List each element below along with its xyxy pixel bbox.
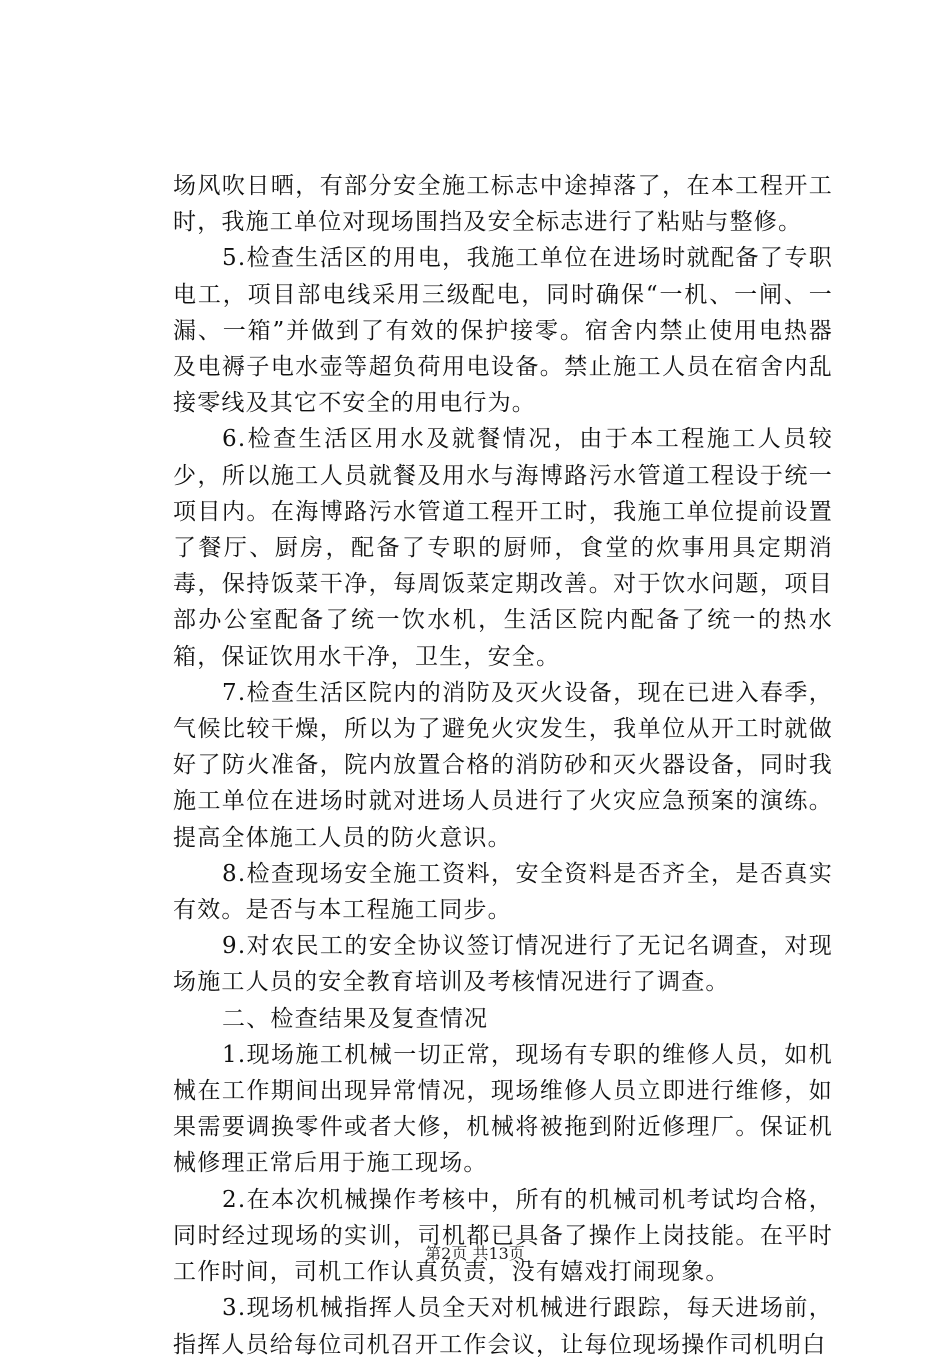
paragraph-item-6: 6.检查生活区用水及就餐情况，由于本工程施工人员较少，所以施工人员就餐及用水与海博路污水管道工程设于统一项目内。在海博路污水管道工程开工时，我施工单位提前设置了餐厅、厨房，配备了专职的厨师，食堂的炊事用具定期消毒，保持饭菜干净，每周饭菜定期改善。对于饮水问题，项目部办公室配备了统一饮水机，生活区院内配备了统一的热水箱，保证饮用水干净，卫生，安全。	[173, 426, 833, 670]
paragraph-result-3: 3.现场机械指挥人员全天对机械进行跟踪，每天进场前，指挥人员给每位司机召开工作会议，让每位现场操作司机明白	[173, 1295, 833, 1358]
paragraph-item-9: 9.对农民工的安全协议签订情况进行了无记名调查，对现场施工人员的安全教育培训及考核情况进行了调查。	[173, 933, 833, 996]
paragraph-continuation: 场风吹日晒，有部分安全施工标志中途掉落了，在本工程开工时，我施工单位对现场围挡及安全标志进行了粘贴与整修。	[173, 173, 833, 236]
paragraph-item-5: 5.检查生活区的用电，我施工单位在进场时就配备了专职电工，项目部电线采用三级配电，同时确保“一机、一闸、一漏、一箱”并做到了有效的保护接零。宿舍内禁止使用电热器及电褥子电水壶等超负荷用电设备。禁止施工人员在宿舍内乱接零线及其它不安全的用电行为。	[173, 245, 833, 417]
document-body	[173, 168, 833, 1363]
page-number-footer: 第2页 共13页	[425, 1244, 525, 1263]
section-heading: 二、检查结果及复查情况	[222, 1005, 489, 1032]
paragraph-result-2: 2.在本次机械操作考核中，所有的机械司机考试均合格，同时经过现场的实训，司机都已具备了操作上岗技能。在平时工作时间，司机工作认真负责，没有嬉戏打闹现象。	[173, 1186, 833, 1286]
paragraph-result-1: 1.现场施工机械一切正常，现场有专职的维修人员，如机械在工作期间出现异常情况，现场维修人员立即进行维修，如果需要调换零件或者大修，机械将被拖到附近修理厂。保证机械修理正常后用于施工现场。	[173, 1041, 833, 1177]
paragraph-item-8: 8.检查现场安全施工资料，安全资料是否齐全，是否真实有效。是否与本工程施工同步。	[173, 860, 833, 924]
paragraph-item-7: 7.检查生活区院内的消防及灭火设备，现在已进入春季，气候比较干燥，所以为了避免火灾发生，我单位从开工时就做好了防火准备，院内放置合格的消防砂和灭火器设备，同时我施工单位在进场时就对进场人员进行了火灾应急预案的演练。提高全体施工人员的防火意识。	[173, 679, 833, 851]
